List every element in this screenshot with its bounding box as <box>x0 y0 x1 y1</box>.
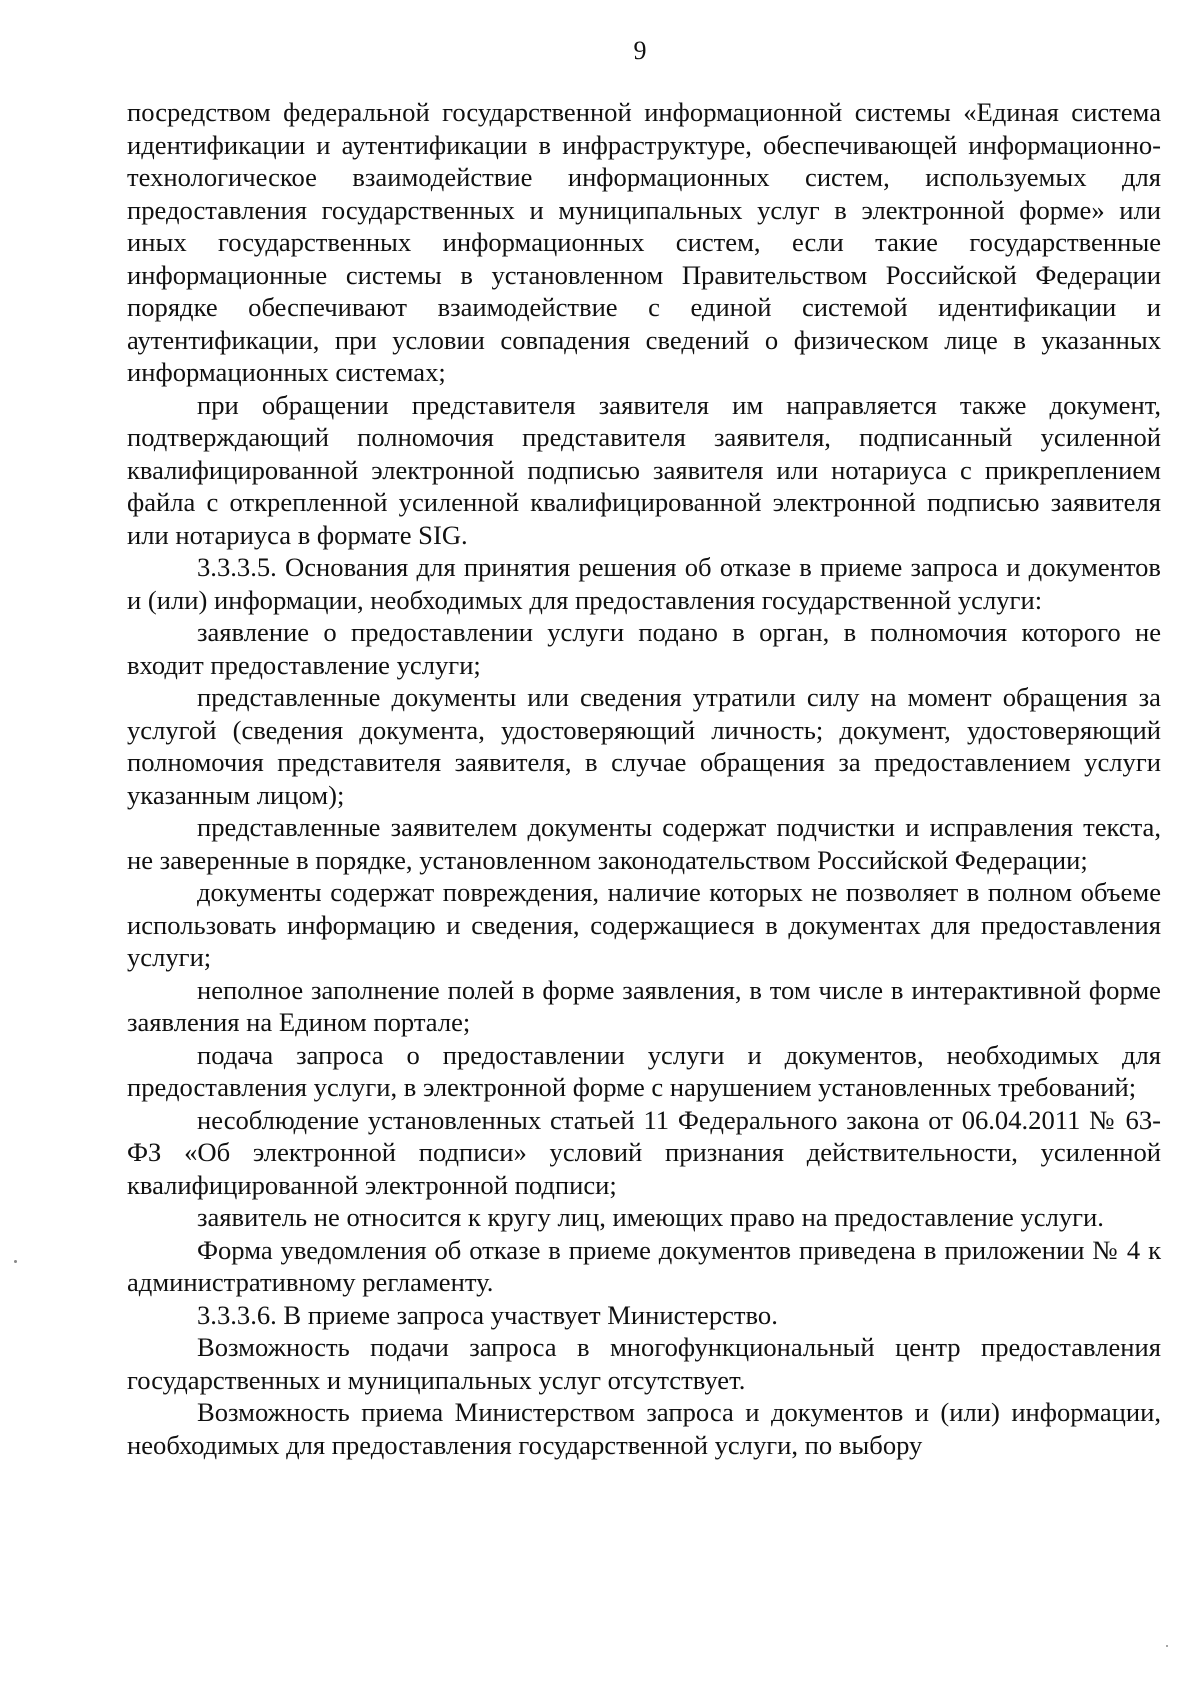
paragraph: документы содержат повреждения, наличие которых не позволяет в полном объеме использовать информацию и сведения, содержащиеся в документах для предоставления услуги; <box>127 877 1161 972</box>
paragraph: представленные документы или сведения утратили силу на момент обращения за услугой (сведения документа, удостоверяющий личность; документ, удостоверяющий полномочия представителя заявителя, в случае обращения за предоставлением услуги указанным лицом); <box>127 682 1161 810</box>
paragraph: Возможность приема Министерством запроса и документов и (или) информации, необходимых для предоставления государственной услуги, по выбору <box>127 1397 1161 1460</box>
page-number: 9 <box>633 36 647 65</box>
paragraph: посредством федеральной государственной информационной системы «Единая система идентификации и аутентификации в инфраструктуре, обеспечивающей информационно-технологическое взаимодействие информационных систем, используемых для предоставления государственных и муниципальных услуг в электронной форме» или иных государственных информационных систем, если такие государственные информационные системы в установленном Правительством Российской Федерации порядке обеспечивают взаимодействие с единой системой идентификации и аутентификации, при условии совпадения сведений о физическом лице в указанных информационных системах; <box>127 97 1161 387</box>
paragraph: неполное заполнение полей в форме заявления, в том числе в интерактивной форме заявления на Едином портале; <box>127 974 1161 1037</box>
paragraph: 3.3.3.5. Основания для принятия решения об отказе в приеме запроса и документов и (или) информации, необходимых для предоставления государственной услуги: <box>127 552 1161 615</box>
paragraph: несоблюдение установленных статьей 11 Федерального закона от 06.04.2011 № 63-ФЗ «Об электронной подписи» условий признания действительности, усиленной квалифицированной электронной подписи; <box>127 1104 1161 1200</box>
document-body <box>127 96 1161 1461</box>
paragraph: 3.3.3.6. В приеме запроса участвует Министерство. <box>197 1299 778 1330</box>
scan-speck <box>1166 1645 1168 1647</box>
paragraph: заявление о предоставлении услуги подано в орган, в полномочия которого не входит предоставление услуги; <box>127 617 1161 680</box>
paragraph: подача запроса о предоставлении услуги и документов, необходимых для предоставления услуги, в электронной форме с нарушением установленных требований; <box>127 1039 1161 1102</box>
scan-speck <box>14 1260 17 1263</box>
paragraph: представленные заявителем документы содержат подчистки и исправления текста, не заверенные в порядке, установленном законодательством Российской Федерации; <box>127 812 1161 875</box>
paragraph: при обращении представителя заявителя им направляется также документ, подтверждающий полномочия представителя заявителя, подписанный усиленной квалифицированной электронной подписью заявителя или нотариуса с прикреплением файла с открепленной усиленной квалифицированной электронной подписью заявителя или нотариуса в формате SIG. <box>127 389 1161 550</box>
paragraph: Возможность подачи запроса в многофункциональный центр предоставления государственных и муниципальных услуг отсутствует. <box>127 1332 1161 1395</box>
paragraph: заявитель не относится к кругу лиц, имеющих право на предоставление услуги. <box>197 1202 1104 1232</box>
paragraph: Форма уведомления об отказе в приеме документов приведена в приложении № 4 к административному регламенту. <box>127 1234 1161 1297</box>
